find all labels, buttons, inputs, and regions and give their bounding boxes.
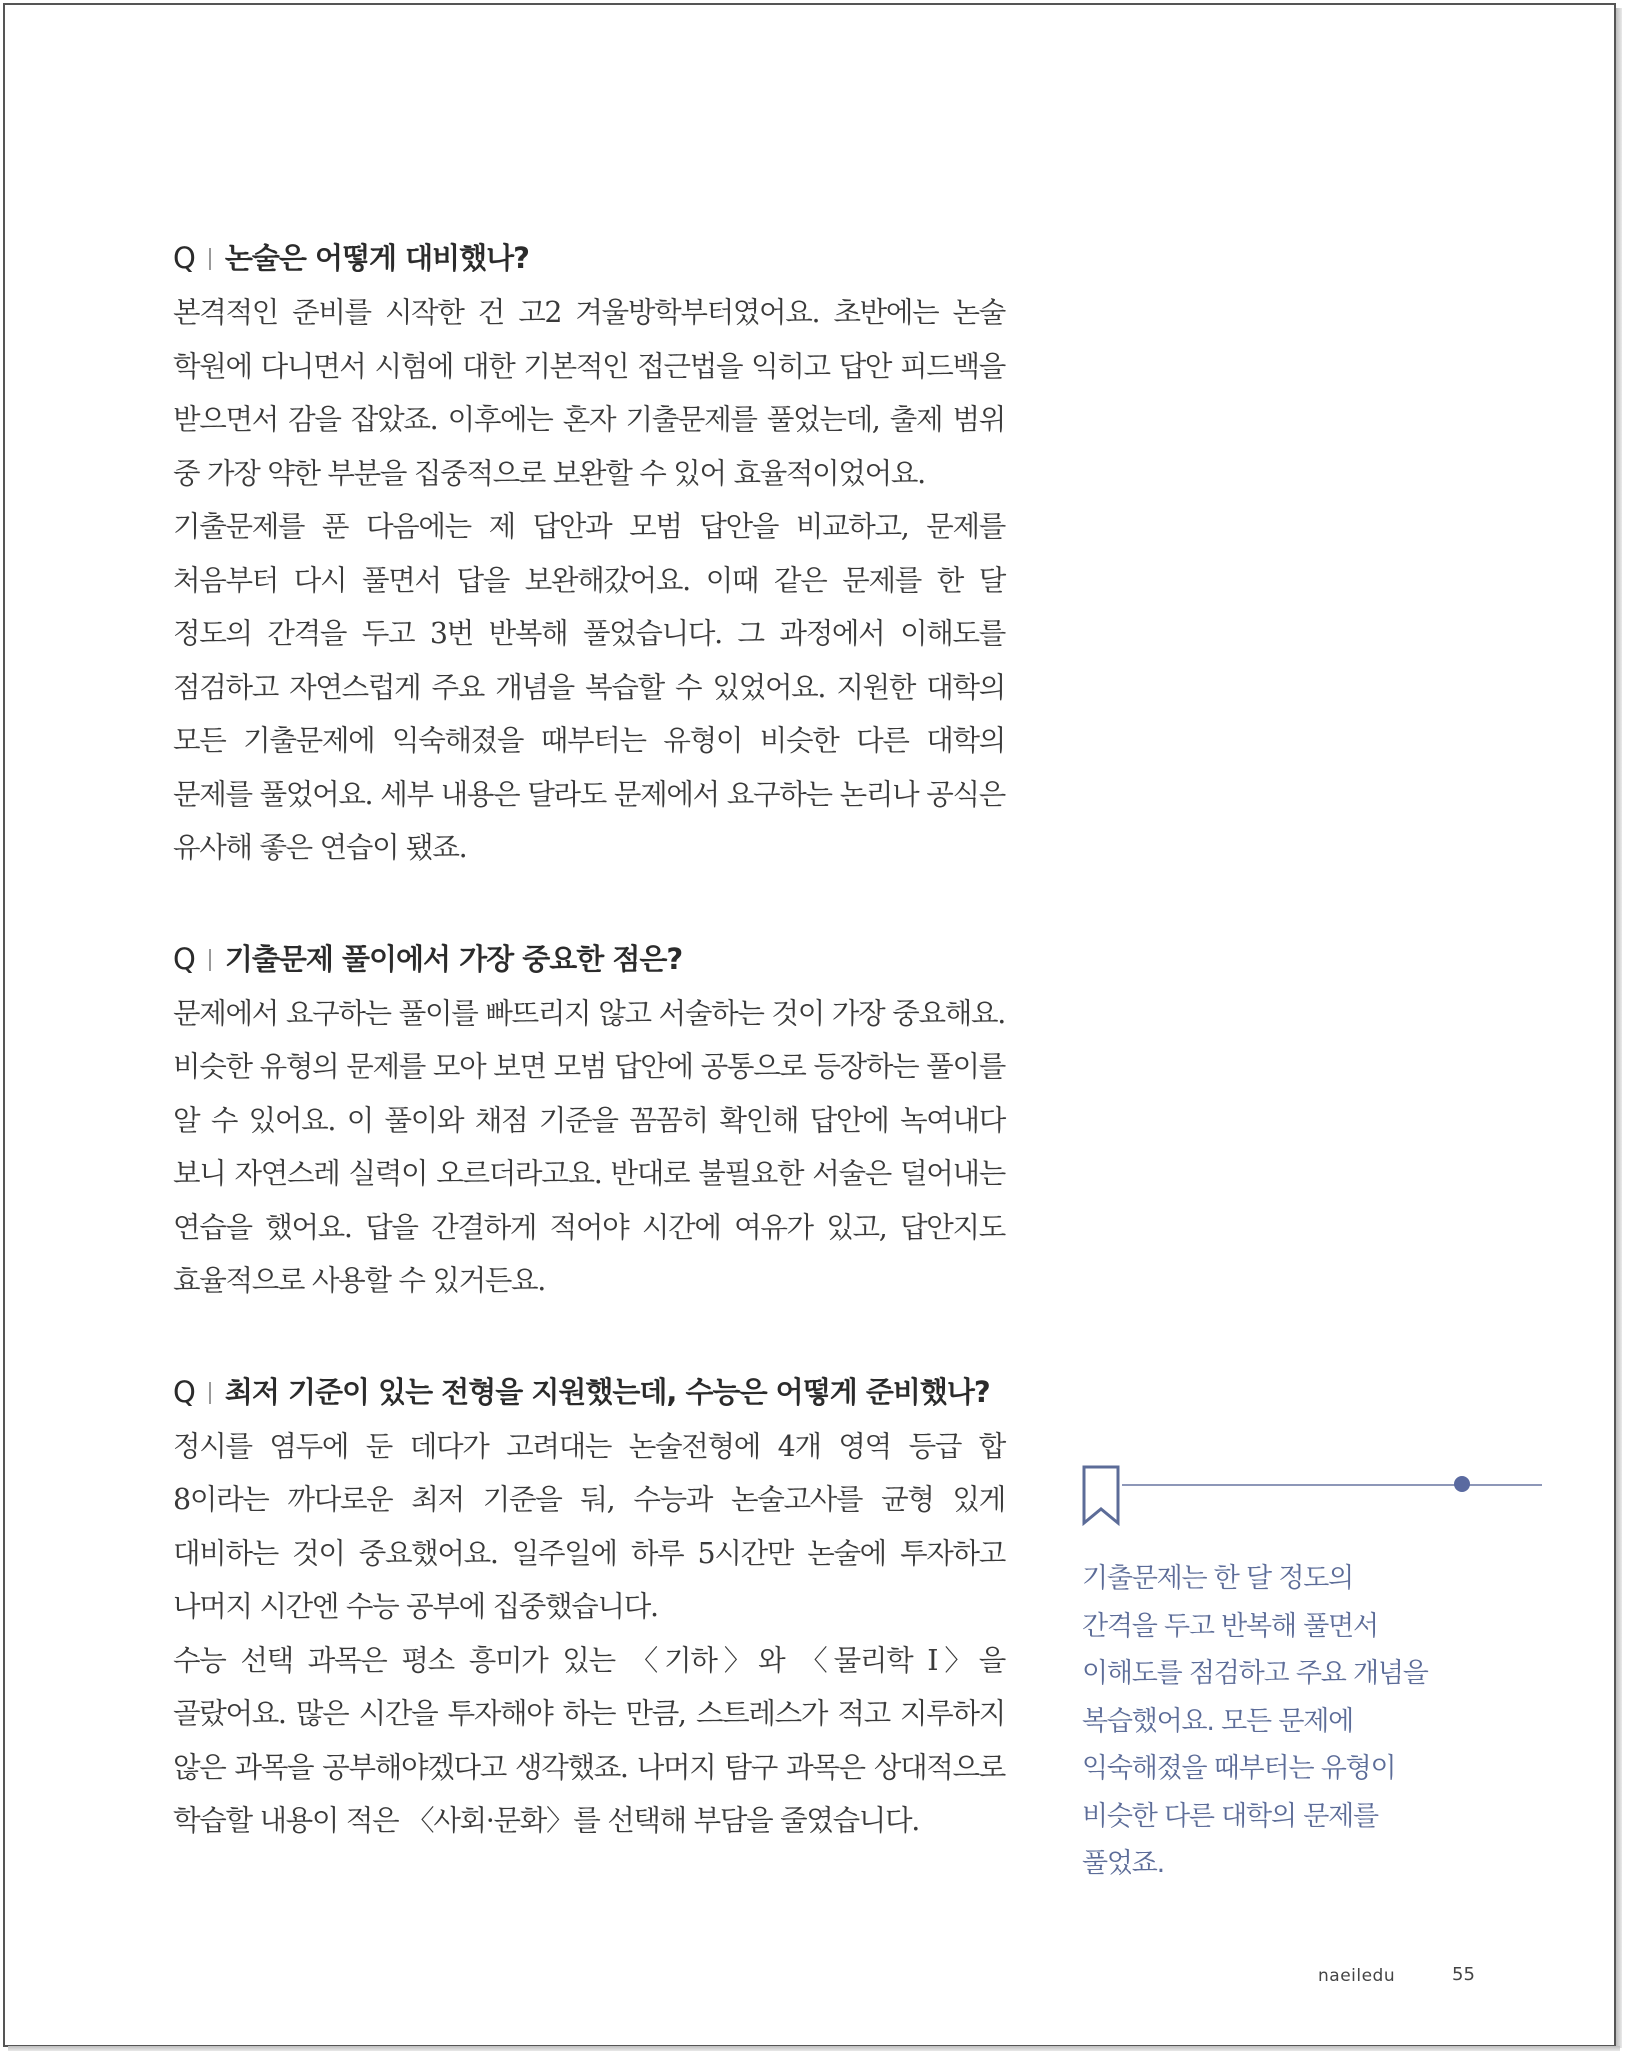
answer-paragraph: 기출문제를 푼 다음에는 제 답안과 모범 답안을 비교하고, 문제를 처음부터 다시 풀면서 답을 보완해갔어요. 이때 같은 문제를 한 달 정도의 간격을 두고 3번 반복해 풀었습니다. 그 과정에서 이해도를 점검하고 자연스럽게 주요 개념을 복습할 수 있었어요. 지원한 대학의 모든 기출문제에 익숙해졌을 때부터는 유형이 비슷한 다른 대학의 문제를 풀었어요. 세부 내용은 달라도 문제에서 요구하는 논리나 공식은 유사해 좋은 연습이 됐죠. [173,510,1005,864]
page-edge-shadow-bottom [8,2046,1620,2051]
footer-brand: naeiledu [1318,1966,1396,1986]
answer-paragraph: 수능 선택 과목은 평소 흥미가 있는 〈기하〉와 〈물리학 Ⅰ〉을 골랐어요. 많은 시간을 투자해야 하는 만큼, 스트레스가 적고 지루하지 않은 과목을 공부해야겠다고 생각했죠. 나머지 탐구 과목은 상대적으로 학습할 내용이 적은 〈사회·문화〉를 선택해 부담을 줄였습니다. [173,1643,1005,1837]
page-edge-shadow [1616,8,1622,2048]
question-divider [209,248,211,270]
question-text: 기출문제 풀이에서 가장 중요한 점은? [224,941,683,976]
quote-rule [1122,1484,1542,1486]
qa-section-past-exams [173,931,1005,1308]
question-divider [209,1382,211,1404]
question-marker: Q [173,941,195,976]
rule-end-dot [1454,1476,1470,1492]
page-number: 55 [1452,1964,1475,1985]
pull-quote [1082,1555,1482,1888]
qa-section-csat-prep [173,1364,1005,1848]
answer-paragraph: 정시를 염두에 둔 데다가 고려대는 논술전형에 4개 영역 등급 합 8이라는 까다로운 최저 기준을 둬, 수능과 논술고사를 균형 있게 대비하는 것이 중요했어요. 일주일에 하루 5시간만 논술에 투자하고 나머지 시간엔 수능 공부에 집중했습니다. [173,1429,1005,1623]
answer-paragraph: 본격적인 준비를 시작한 건 고2 겨울방학부터였어요. 초반에는 논술 학원에 다니면서 시험에 대한 기본적인 접근법을 익히고 답안 피드백을 받으면서 감을 잡았죠. 이후에는 혼자 기출문제를 풀었는데, 출제 범위 중 가장 약한 부분을 집중적으로 보완할 수 있어 효율적이었어요. [173,296,1005,490]
interview-column [173,230,1005,1904]
question-heading [173,1364,1005,1420]
pull-quote-line: 복습했어요. 모든 문제에 [1082,1705,1353,1737]
question-text: 최저 기준이 있는 전형을 지원했는데, 수능은 어떻게 준비했나? [224,1374,990,1409]
question-heading [173,230,1005,286]
question-heading [173,931,1005,987]
question-divider [209,949,211,971]
pull-quote-line: 이해도를 점검하고 주요 개념을 [1082,1658,1428,1689]
answer-paragraph: 문제에서 요구하는 풀이를 빠뜨리지 않고 서술하는 것이 가장 중요해요. 비슷한 유형의 문제를 모아 보면 모범 답안에 공통으로 등장하는 풀이를 알 수 있어요. 이 풀이와 채점 기준을 꼼꼼히 확인해 답안에 녹여내다 보니 자연스레 실력이 오르더라고요. 반대로 불필요한 서술은 덜어내는 연습을 했어요. 답을 간결하게 적어야 시간에 여유가 있고, 답안지도 효율적으로 사용할 수 있거든요. [173,996,1005,1297]
qa-section-essay-prep [173,230,1005,875]
pull-quote-line: 기출문제는 한 달 정도의 [1082,1563,1353,1594]
pull-quote-line: 익숙해졌을 때부터는 유형이 [1082,1753,1396,1784]
pull-quote-line: 풀었죠. [1082,1848,1165,1879]
question-marker: Q [173,241,195,275]
pull-quote-line: 비슷한 다른 대학의 문제를 [1082,1800,1378,1832]
question-text: 논술은 어떻게 대비했나? [224,241,529,275]
bookmark-icon [1082,1465,1120,1527]
pull-quote-line: 간격을 두고 반복해 풀면서 [1082,1610,1378,1642]
question-marker: Q [173,1374,195,1409]
